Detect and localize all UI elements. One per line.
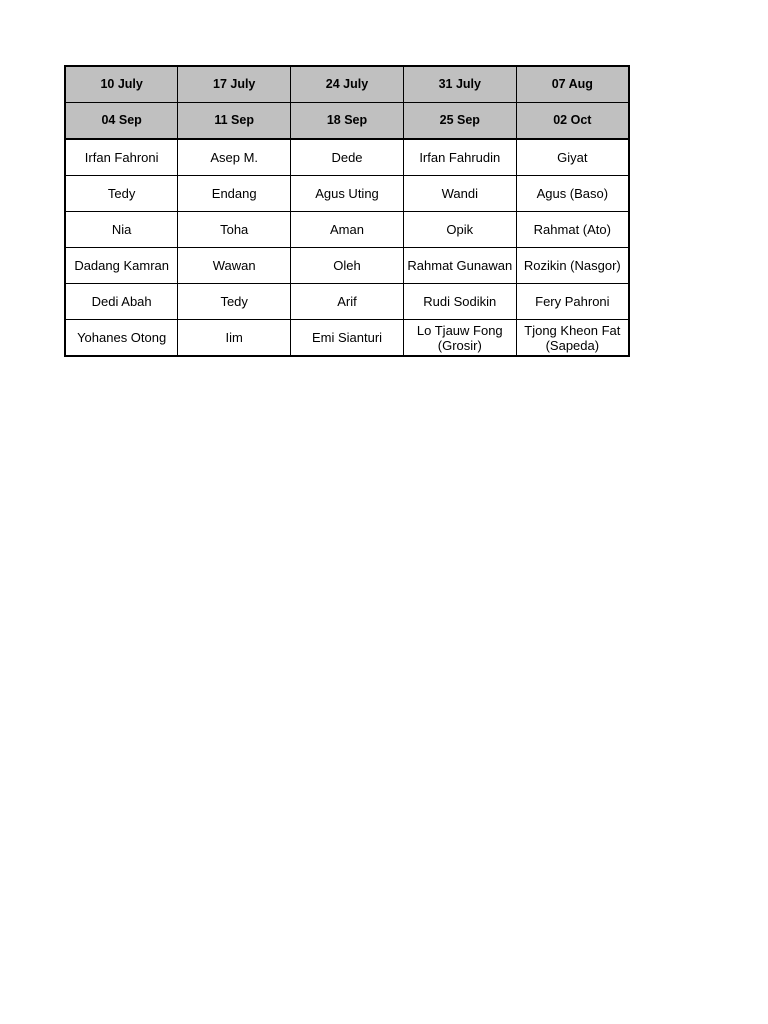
header-cell: 07 Aug bbox=[516, 66, 629, 103]
header-cell: 25 Sep bbox=[403, 103, 516, 140]
table-cell: Rudi Sodikin bbox=[403, 284, 516, 320]
table-cell: Rozikin (Nasgor) bbox=[516, 248, 629, 284]
table-cell: Dedi Abah bbox=[65, 284, 178, 320]
table-cell: Arif bbox=[291, 284, 404, 320]
table-cell: Tedy bbox=[178, 284, 291, 320]
header-cell: 10 July bbox=[65, 66, 178, 103]
table-cell: Lo Tjauw Fong (Grosir) bbox=[403, 320, 516, 357]
schedule-table bbox=[64, 65, 630, 357]
table-cell: Toha bbox=[178, 212, 291, 248]
table-cell: Emi Sianturi bbox=[291, 320, 404, 357]
table-cell: Opik bbox=[403, 212, 516, 248]
table-row bbox=[65, 212, 629, 248]
table-cell: Rahmat Gunawan bbox=[403, 248, 516, 284]
table-cell: Wandi bbox=[403, 176, 516, 212]
table-cell: Endang bbox=[178, 176, 291, 212]
table-cell: Tjong Kheon Fat (Sapeda) bbox=[516, 320, 629, 357]
table-cell: Irfan Fahroni bbox=[65, 139, 178, 176]
table-cell: Agus Uting bbox=[291, 176, 404, 212]
header-cell: 31 July bbox=[403, 66, 516, 103]
table-cell: Agus (Baso) bbox=[516, 176, 629, 212]
header-cell: 24 July bbox=[291, 66, 404, 103]
header-cell: 17 July bbox=[178, 66, 291, 103]
table-row bbox=[65, 176, 629, 212]
table-row bbox=[65, 284, 629, 320]
table-cell: Oleh bbox=[291, 248, 404, 284]
header-row bbox=[65, 66, 629, 103]
header-cell: 11 Sep bbox=[178, 103, 291, 140]
header-cell: 04 Sep bbox=[65, 103, 178, 140]
table-cell: Rahmat (Ato) bbox=[516, 212, 629, 248]
table-cell: Yohanes Otong bbox=[65, 320, 178, 357]
table-cell: Irfan Fahrudin bbox=[403, 139, 516, 176]
table-row bbox=[65, 139, 629, 176]
table-row bbox=[65, 248, 629, 284]
table-cell: Nia bbox=[65, 212, 178, 248]
header-row bbox=[65, 103, 629, 140]
table-cell: Asep M. bbox=[178, 139, 291, 176]
table-cell: Tedy bbox=[65, 176, 178, 212]
table-cell: Wawan bbox=[178, 248, 291, 284]
header-cell: 18 Sep bbox=[291, 103, 404, 140]
table-cell: Iim bbox=[178, 320, 291, 357]
table-cell: Dede bbox=[291, 139, 404, 176]
table-row bbox=[65, 320, 629, 357]
schedule-sheet bbox=[64, 65, 630, 357]
header-cell: 02 Oct bbox=[516, 103, 629, 140]
table-cell: Aman bbox=[291, 212, 404, 248]
table-cell: Fery Pahroni bbox=[516, 284, 629, 320]
table-cell: Dadang Kamran bbox=[65, 248, 178, 284]
table-cell: Giyat bbox=[516, 139, 629, 176]
